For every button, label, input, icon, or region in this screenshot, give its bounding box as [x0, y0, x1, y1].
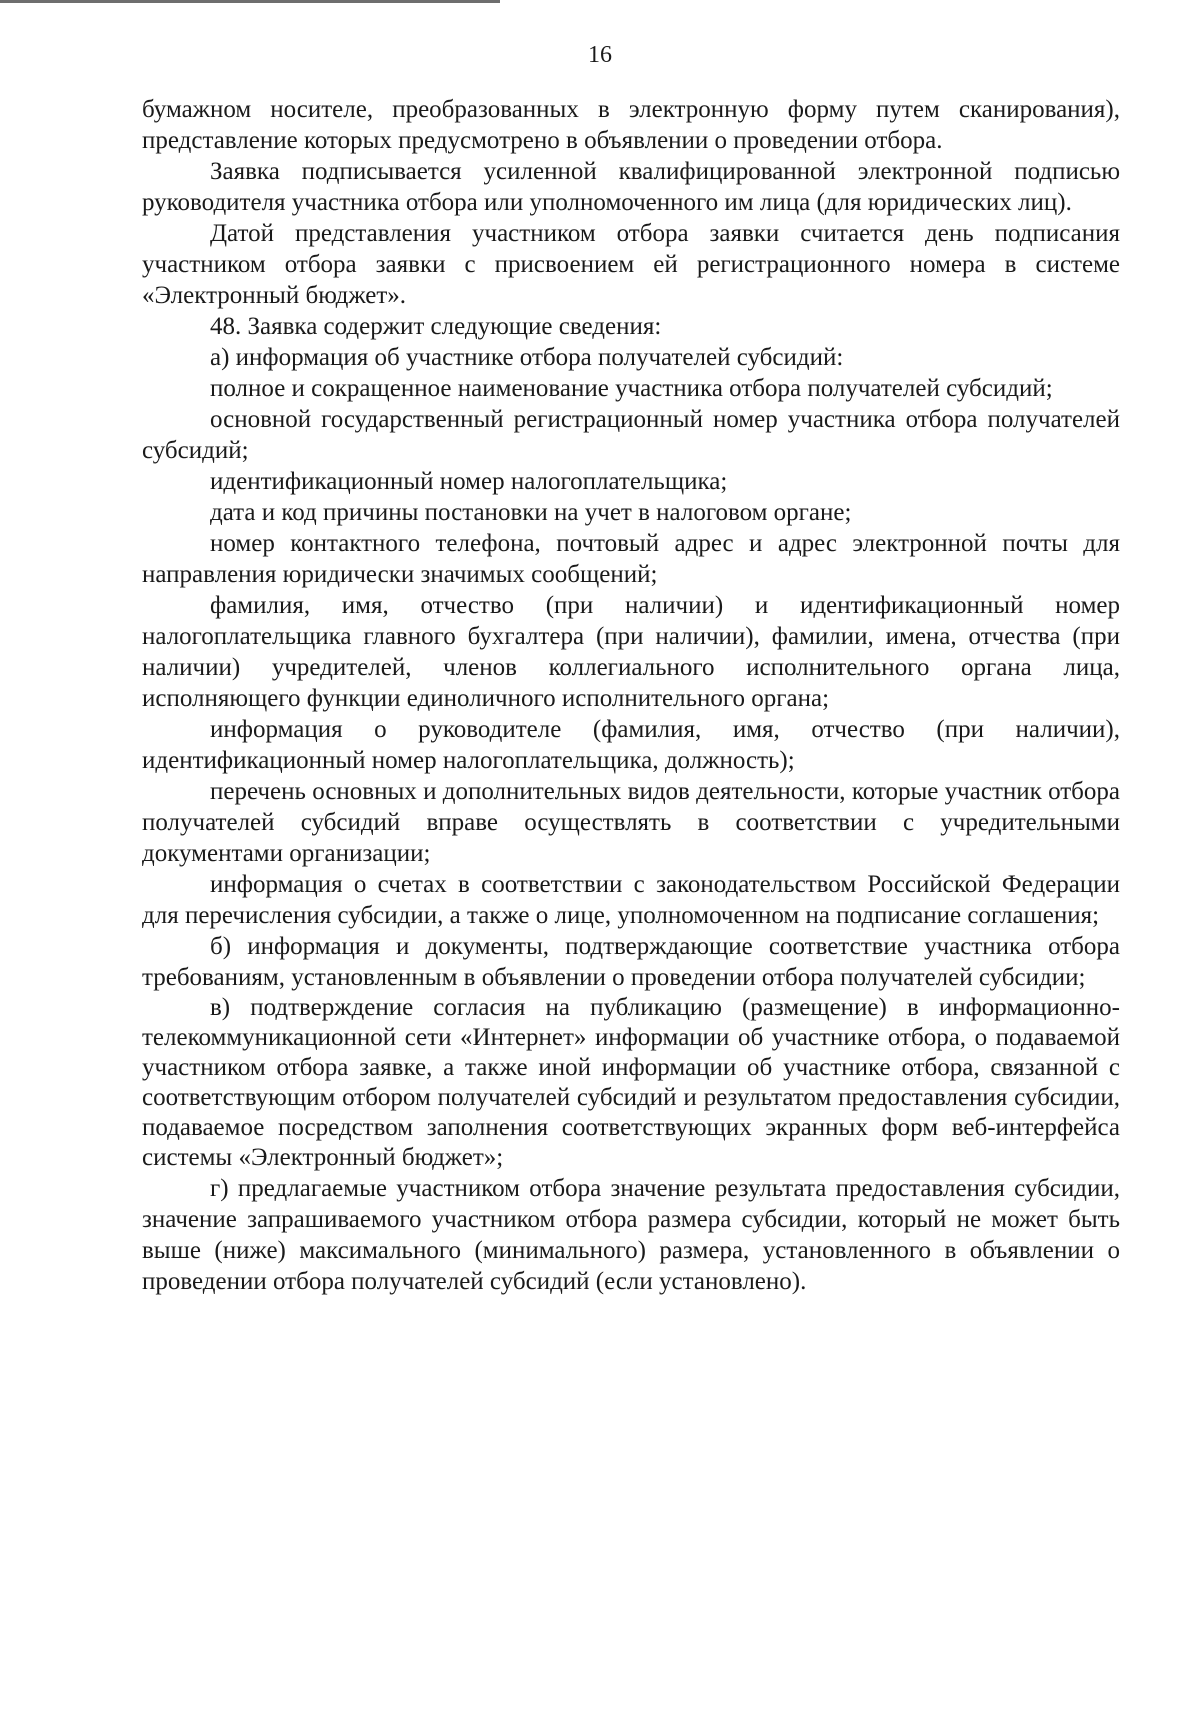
paragraph-subitem-b: б) информация и документы, подтверждающие соответствие участника отбора требованиям, установленным в объявлении о проведении отбора получателей субсидии; [142, 933, 1120, 991]
page-number: 16 [588, 42, 612, 68]
scan-border-line [0, 0, 500, 3]
paragraph-contacts: номер контактного телефона, почтовый адрес и адрес электронной почты для направления юридически значимых сообщений; [142, 530, 1120, 588]
paragraph-activities: перечень основных и дополнительных видов деятельности, которые участник отбора получателей субсидий вправе осуществлять в соответствии с учредительными документами организации; [142, 778, 1120, 867]
paragraph-director: информация о руководителе (фамилия, имя, отчество (при наличии), идентификационный номер налогоплательщика, должность); [142, 716, 1120, 774]
paragraph-full-name: полное и сокращенное наименование участника отбора получателей субсидий; [210, 375, 1053, 402]
paragraph-subitem-v: в) подтверждение согласия на публикацию (размещение) в информационно-телекоммуникационной сети «Интернет» информации об участнике отбора, о подаваемой участником отбора заявке, а также иной информации об участнике отбора, связанной с соответствующим отбором получателей субсидий и результатом предоставления субсидии, подаваемое посредством заполнения соответствующих экранных форм веб-интерфейса системы «Электронный бюджет»; [142, 994, 1120, 1171]
paragraph-continuation: бумажном носителе, преобразованных в электронную форму путем сканирования), представление которых предусмотрено в объявлении о проведении отбора. [142, 96, 1120, 154]
paragraph-subitem-a: а) информация об участнике отбора получателей субсидий: [210, 344, 844, 371]
paragraph-subitem-g: г) предлагаемые участником отбора значение результата предоставления субсидии, значение запрашиваемого участником отбора размера субсидии, который не может быть выше (ниже) максимального (минимального) размера, установленного в объявлении о проведении отбора получателей субсидий (если установлено). [142, 1175, 1120, 1295]
paragraph-accountant: фамилия, имя, отчество (при наличии) и идентификационный номер налогоплательщика главного бухгалтера (при наличии), фамилии, имена, отчества (при наличии) учредителей, членов коллегиального исполнительного органа лица, исполняющего функции единоличного исполнительного органа; [142, 592, 1120, 712]
paragraph-signature: Заявка подписывается усиленной квалифицированной электронной подписью руководителя участника отбора или уполномоченного им лица (для юридических лиц). [142, 158, 1120, 216]
paragraph-ogrn: основной государственный регистрационный номер участника отбора получателей субсидий; [142, 406, 1120, 464]
paragraph-accounts: информация о счетах в соответствии с законодательством Российской Федерации для перечисления субсидии, а также о лице, уполномоченном на подписание соглашения; [142, 871, 1120, 929]
paragraph-kpp: дата и код причины постановки на учет в налоговом органе; [210, 499, 852, 526]
paragraph-inn: идентификационный номер налогоплательщика; [210, 468, 728, 495]
paragraph-item-48: 48. Заявка содержит следующие сведения: [210, 313, 662, 340]
document-body [142, 94, 1120, 1297]
paragraph-submission-date: Датой представления участником отбора заявки считается день подписания участником отбора заявки с присвоением ей регистрационного номера в системе «Электронный бюджет». [142, 220, 1120, 309]
